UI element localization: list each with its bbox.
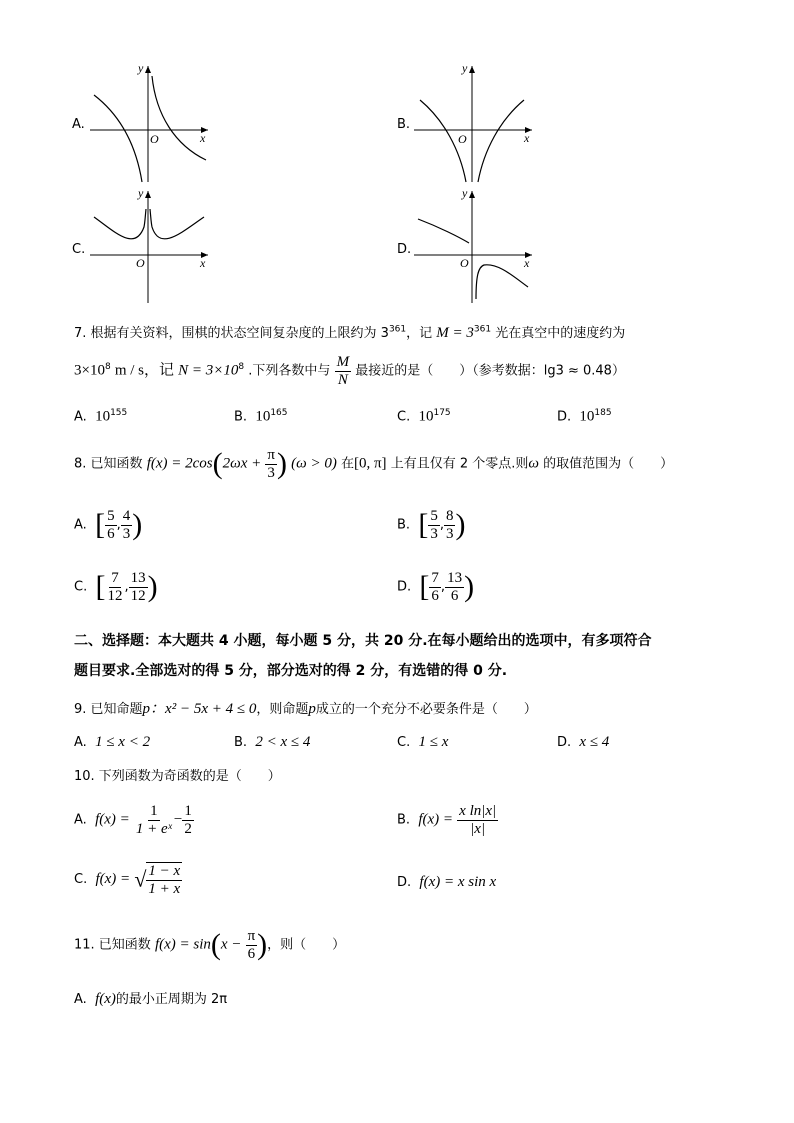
q7-line1: 7. 根据有关资料，围棋的状态空间复杂度的上限约为 $3^{361}$，记 $M = 3^{361}$ 光在真空中的速度约为: [74, 324, 626, 341]
q9-stem: 9. 已知命题p：x² − 5x + 4 ≤ 0，则命题p成立的一个充分不必要条件是（ ）: [74, 701, 537, 717]
graph-a: [90, 60, 215, 185]
graph-d-label: D.: [397, 242, 412, 257]
graph-a-y-label: y: [138, 61, 144, 75]
graph-d-x-label: x: [524, 256, 530, 270]
graph-b-y-label: y: [462, 61, 468, 75]
q10-stem: 10. 下列函数为奇函数的是（ ）: [74, 769, 281, 784]
graph-d-y-label: y: [462, 187, 468, 200]
graph-a-x-label: x: [200, 131, 206, 145]
q7-option-a[interactable]: A. $10^{155}$: [74, 408, 128, 425]
graph-c-origin: O: [136, 256, 145, 270]
q8-option-a[interactable]: A. [ $\frac{5}{6}$ , $\frac{4}{3}$ ): [74, 508, 143, 542]
q8-option-d[interactable]: D. [ $\frac{7}{6}$ , $\frac{13}{6}$ ): [397, 570, 475, 604]
q10-option-a[interactable]: A. f(x) = $\frac{1}{\text{1 + eˣ}}$ − $\frac{1}{2}$: [74, 803, 192, 837]
q10-option-c[interactable]: C. f(x) = √ $\frac{1 - x}{1 + x}$: [74, 863, 181, 897]
graph-c-y-label: y: [138, 187, 144, 200]
graph-b-label: B.: [397, 117, 411, 132]
graph-b: [414, 60, 539, 185]
q9-option-d[interactable]: D. x ≤ 4: [557, 734, 610, 750]
q8-option-b[interactable]: B. [ $\frac{5}{3}$ , $\frac{8}{3}$ ): [397, 508, 466, 542]
q9-option-c[interactable]: C. 1 ≤ x: [397, 734, 449, 750]
graph-d: [414, 187, 539, 307]
graph-c: [90, 187, 215, 307]
q7-option-d[interactable]: D. $10^{185}$: [557, 408, 612, 425]
graph-b-x-label: x: [524, 131, 530, 145]
graph-b-origin: O: [458, 132, 467, 146]
graph-c-x-label: x: [200, 256, 206, 270]
q7-line2: $3\times 10^8$ m / s，记 $N = 3\times 10^8$ .下列各数中与 $\frac{M}{N}$ 最接近的是（ ）（参考数据：lg3 ≈ 0.48）: [74, 354, 625, 388]
q11-stem: 11. 已知函数 f(x) = sin(x − $\frac{\pi}{6}$ )，则（ ）: [74, 928, 346, 962]
q10-option-b[interactable]: B. f(x) = $\frac{\text{x ln|x|}}{|x|}$: [397, 803, 497, 837]
q9-option-b[interactable]: B. 2 < x ≤ 4: [234, 734, 311, 750]
q7-option-c[interactable]: C. $10^{175}$: [397, 408, 451, 425]
section2-heading: 二、选择题：本大题共 4 小题，每小题 5 分，共 20 分.在每小题给出的选项中，有多项符合: [74, 633, 652, 649]
graph-a-origin: O: [150, 132, 159, 146]
q10-option-d[interactable]: D. f(x) = x sin x: [397, 874, 497, 890]
q7-fraction: $\frac{M}{N}$: [336, 354, 350, 388]
graph-c-label: C.: [72, 242, 86, 257]
graph-d-origin: O: [460, 256, 469, 270]
q8-stem: 8. 已知函数 f(x) = 2cos(2ωx + $\frac{\pi}{3}$ ) (ω > 0) 在[0, π] 上有且仅有 2 个零点.则ω 的取值范围为（ ）: [74, 447, 674, 481]
q9-option-a[interactable]: A. 1 ≤ x < 2: [74, 734, 151, 750]
q11-option-a[interactable]: A. f(x)的最小正周期为 2π: [74, 991, 228, 1007]
section2-instructions: 题目要求.全部选对的得 5 分，部分选对的得 2 分，有选错的得 0 分.: [74, 663, 508, 679]
graph-a-label: A.: [72, 117, 85, 132]
q7-option-b[interactable]: B. $10^{165}$: [234, 408, 288, 425]
q8-option-c[interactable]: C. [ $\frac{7}{12}$ , $\frac{13}{12}$ ): [74, 570, 158, 604]
